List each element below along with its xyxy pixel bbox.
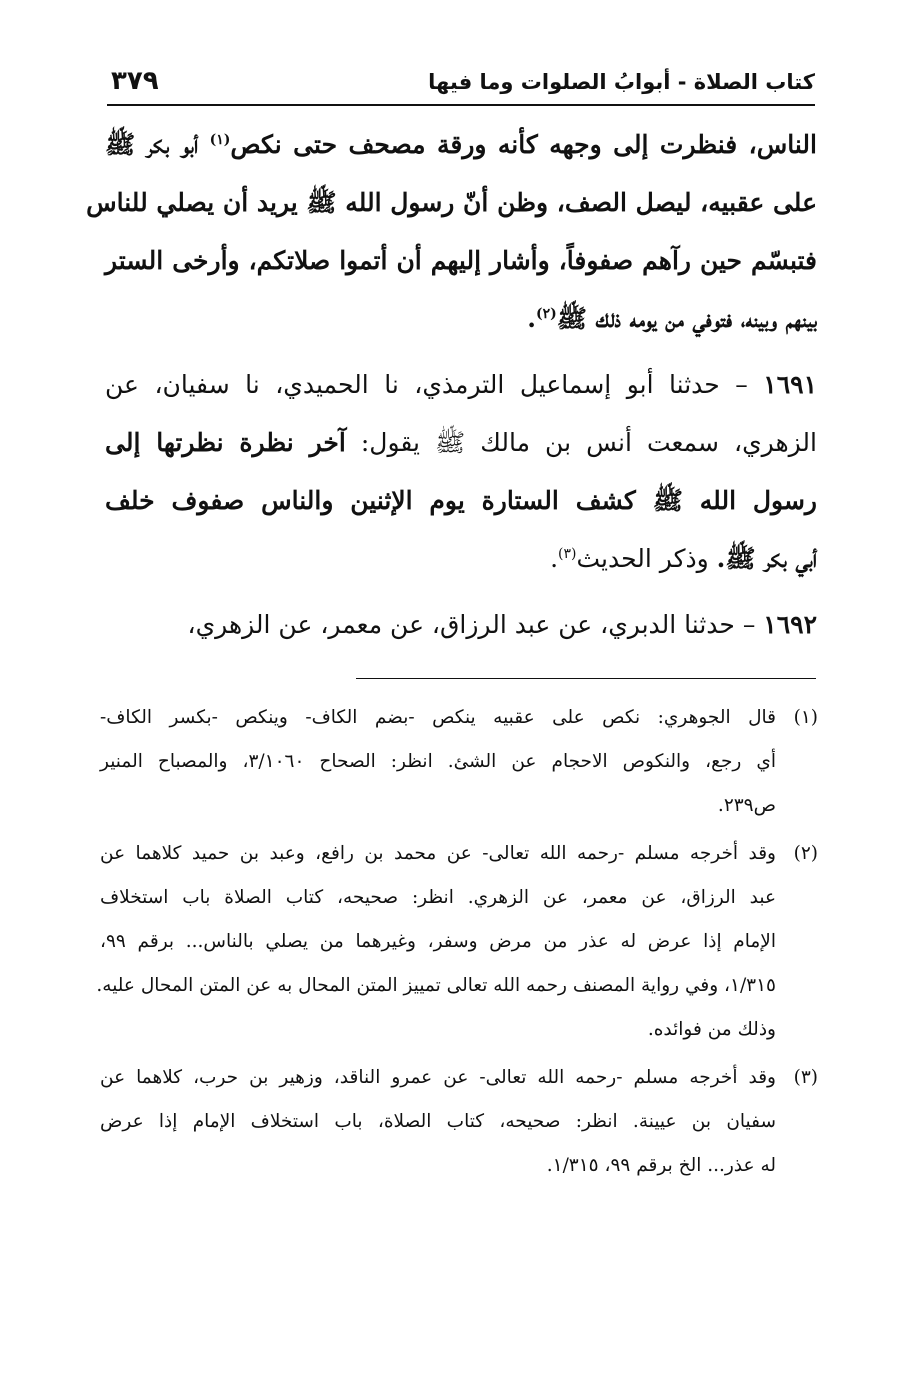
- text-segment: .: [527, 304, 536, 333]
- footnote-line: عبد الرزاق، عن معمر، عن الزهري. انظر: صحيحه، كتاب الصلاة باب استخلاف: [100, 887, 776, 908]
- text-segment: – حدثنا أبو إسماعيل الترمذي، نا الحميدي، نا سفيان، عن: [105, 370, 748, 399]
- footnote-line: له عذر... الخ برقم ٩٩، ١/٣١٥.: [546, 1155, 776, 1176]
- text-line: [105, 116, 817, 174]
- footnote-line: [100, 1056, 818, 1100]
- header-rule: [107, 104, 815, 106]
- text-line: فتبسّم حين رآهم صفوفاً، وأشار إليهم أن أتموا صلاتكم، وأرخى الستر: [105, 246, 817, 275]
- text-segment: وذكر الحديث: [576, 544, 709, 573]
- text-segment: الزهري، سمعت أنس بن مالك ﷺ يقول:: [360, 428, 817, 457]
- running-header: [107, 66, 815, 106]
- text-line: [105, 414, 817, 472]
- hadith-number: ١٦٩٢: [763, 610, 817, 639]
- text-segment: .: [550, 544, 559, 573]
- footnote-ref: (١): [209, 132, 231, 148]
- text-segment: – حدثنا الدبري، عن عبد الرزاق، عن معمر، عن الزهري،: [187, 610, 756, 639]
- main-text: [86, 116, 817, 654]
- text-line: [105, 596, 817, 654]
- footnote-text: وقد أخرجه مسلم -رحمه الله تعالى- عن محمد بن رافع، وعبد بن حميد كلاهما عن: [100, 843, 776, 864]
- footnote-line: ١/٣١٥، وفي رواية المصنف رحمه الله تعالى تمييز المتن المحال به عن المتن المحال عليه.: [96, 975, 776, 996]
- footnote-text: وقد أخرجه مسلم -رحمه الله تعالى- عن عمرو الناقد، وزهير بن حرب، كلاهما عن: [100, 1067, 776, 1088]
- page-number: ٣٧٩: [111, 66, 159, 96]
- hadith-matn: أبي بكر ﷺ.: [716, 544, 817, 573]
- hadith-matn: آخر نظرة نظرتها إلى: [105, 428, 346, 457]
- text-line: [105, 290, 817, 348]
- footnote-ref: (٢): [536, 306, 557, 322]
- paragraph-gap: [105, 348, 817, 356]
- text-segment: بينهم وبينه، فتوفي من يومه ذلك ﷺ: [556, 304, 817, 333]
- footnote-rule: [356, 678, 816, 679]
- footnote-line: ص٢٣٩.: [717, 795, 776, 816]
- footnote: [100, 696, 818, 828]
- paragraph-gap: [105, 588, 817, 596]
- text-segment: الناس، فنظرت إلى وجهه كأنه ورقة مصحف حتى نكص: [230, 130, 817, 159]
- footnote-line: سفيان بن عيينة. انظر: صحيحه، كتاب الصلاة، باب استخلاف الإمام إذا عرض: [100, 1111, 776, 1132]
- footnote: [100, 1056, 818, 1188]
- text-line: [105, 356, 817, 414]
- hadith-number: ١٦٩١: [763, 370, 817, 399]
- text-segment: أبو بكر ﷺ: [105, 130, 199, 159]
- footnote-line: أي رجع، والنكوص الاحجام عن الشئ. انظر: الصحاح ٣/١٠٦٠، والمصباح المنير: [100, 751, 776, 772]
- footnote-ref: (٣): [558, 546, 577, 562]
- footnotes: [96, 696, 818, 1192]
- footnote-text: قال الجوهري: نكص على عقبيه ينكص -بضم الكاف- وينكص -بكسر الكاف-: [100, 707, 776, 728]
- header-title: كتاب الصلاة - أبوابُ الصلوات وما فيها: [428, 70, 815, 94]
- footnote-marker: (١): [793, 707, 818, 728]
- footnote-marker: (٢): [793, 843, 818, 864]
- footnote-marker: (٣): [793, 1067, 818, 1088]
- footnote-line: الإمام إذا عرض له عذر من مرض وسفر، وغيرهما من يصلي بالناس... برقم ٩٩،: [100, 931, 776, 952]
- footnote: [96, 832, 818, 1052]
- footnote-line: [100, 832, 818, 876]
- footnote-line: وذلك من فوائده.: [647, 1019, 776, 1040]
- text-line: رسول الله ﷺ كشف الستارة يوم الإثنين والناس صفوف خلف: [105, 486, 817, 515]
- footnote-line: [100, 696, 818, 740]
- text-line: على عقبيه، ليصل الصف، وظن أنّ رسول الله ﷺ يريد أن يصلي للناس: [86, 188, 817, 217]
- text-line: [105, 530, 817, 588]
